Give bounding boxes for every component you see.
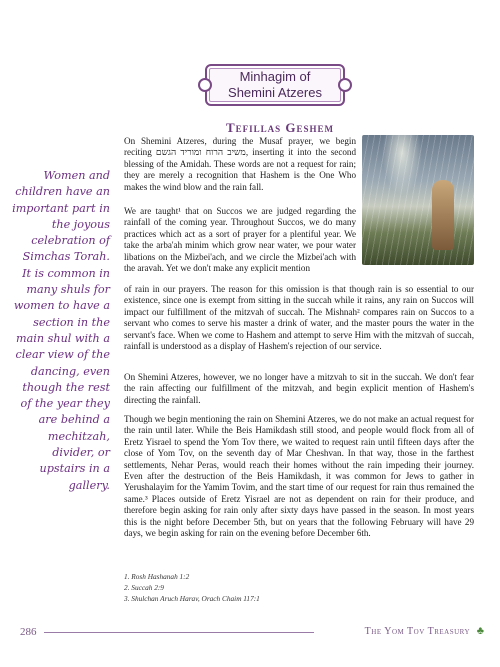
title-banner bbox=[205, 64, 345, 106]
footer-rule bbox=[44, 632, 314, 633]
paragraph-5: Though we begin mentioning the rain on Shemini Atzeres, we do not make an actual request for the rain until later. While the Beis Hamikdash still stood, and people would flock from all of Eretz Yisrael to spend the Yom Tov there, we waited to request rain until fifteen days after the close of Yom Tov, on the seventh day of Mar Cheshvan. In that way, those in the farthest settlements, Nehar Peras, would reach their homes without the rain impeding their journey. Even after the destruction of the Beis Hamikdash, it was common for Jews to gather in Yerushalayim for the Yamim Tovim, and the start time of our request for rain thus remained the same.³ Places outside of Eretz Yisrael are not as dependent on rain for their produce, and therefore begin asking for rain only after sixty days have passed in the season. In most years this is the night before December 5th, but on years that the following February will have 29 days, we begin asking for rain on the evening before December 6th. bbox=[124, 414, 474, 539]
page-number: 286 bbox=[20, 626, 37, 638]
paragraph-4: On Shemini Atzeres, however, we no longer have a mitzvah to sit in the succah. We don't fear the rain affecting our fulfillment of the mitzvah, and begin explicit mention of Hashem's directing the rainfall. bbox=[124, 372, 474, 405]
footnotes bbox=[124, 571, 454, 604]
footnote-2: 2. Succah 2:9 bbox=[124, 583, 164, 592]
paragraph-3: of rain in our prayers. The reason for this omission is that though rain is so essential to our existence, since one is exempt from sitting in the succah while it rains, any rain on Succos will impact our fulfillment of the mitzvah of succah. The Mishnah² compares rain on Succos to a servant who comes to serve his master a drink of water, and the master pours the water in the servant's face. When we come to Hashem and attempt to serve Him with the mitzvah of succah, rainfall is understood as a display of Hashem's rejection of our service. bbox=[124, 284, 474, 352]
ornament-right-icon bbox=[338, 78, 352, 92]
book-title: The Yom Tov Treasury bbox=[364, 626, 470, 637]
footnote-1: 1. Rosh Hashanah 1:2 bbox=[124, 572, 190, 581]
paragraph-2: We are taught¹ that on Succos we are judged regarding the rainfall of the coming year. Throughout Succos, we do many practices which act as a sort of prayer for a plentiful year. We take the arba'ah minim which grow near water, we pour water libations on the Mizbei'ach, and we circle the Mizbei'ach with the aravah. Yet we don't make any explicit mention bbox=[124, 206, 356, 274]
clover-icon: ♣ bbox=[476, 625, 484, 637]
section-heading: Tefillas Geshem bbox=[225, 120, 335, 135]
title-line-2: Shemini Atzeres bbox=[228, 85, 322, 100]
rain-illustration bbox=[362, 135, 474, 265]
sidebar-quote: Women and children have an important part in the joyous celebration of Simchas Torah. It is common in many shuls for women to have a section in the main shul with a clear view of the dancing, even though the rest of the year they are behind a mechitzah, divider, or upstairs in a gallery. bbox=[12, 169, 110, 492]
footnote-3: 3. Shulchan Aruch Harav, Orach Chaim 117:1 bbox=[124, 594, 260, 603]
title-line-1: Minhagim of bbox=[239, 69, 311, 84]
paragraph-1: On Shemini Atzeres, during the Musaf prayer, we begin reciting משיב הרוח ומוריד הגשם, inserting it into the second blessing of the Amidah. These words are not a request for rain; they are merely a recognition that Hashem is the One Who makes the wind blow and the rain fall. bbox=[124, 136, 357, 192]
praying-figure bbox=[432, 180, 454, 250]
ornament-left-icon bbox=[198, 78, 212, 92]
rain-streaks bbox=[362, 135, 474, 265]
